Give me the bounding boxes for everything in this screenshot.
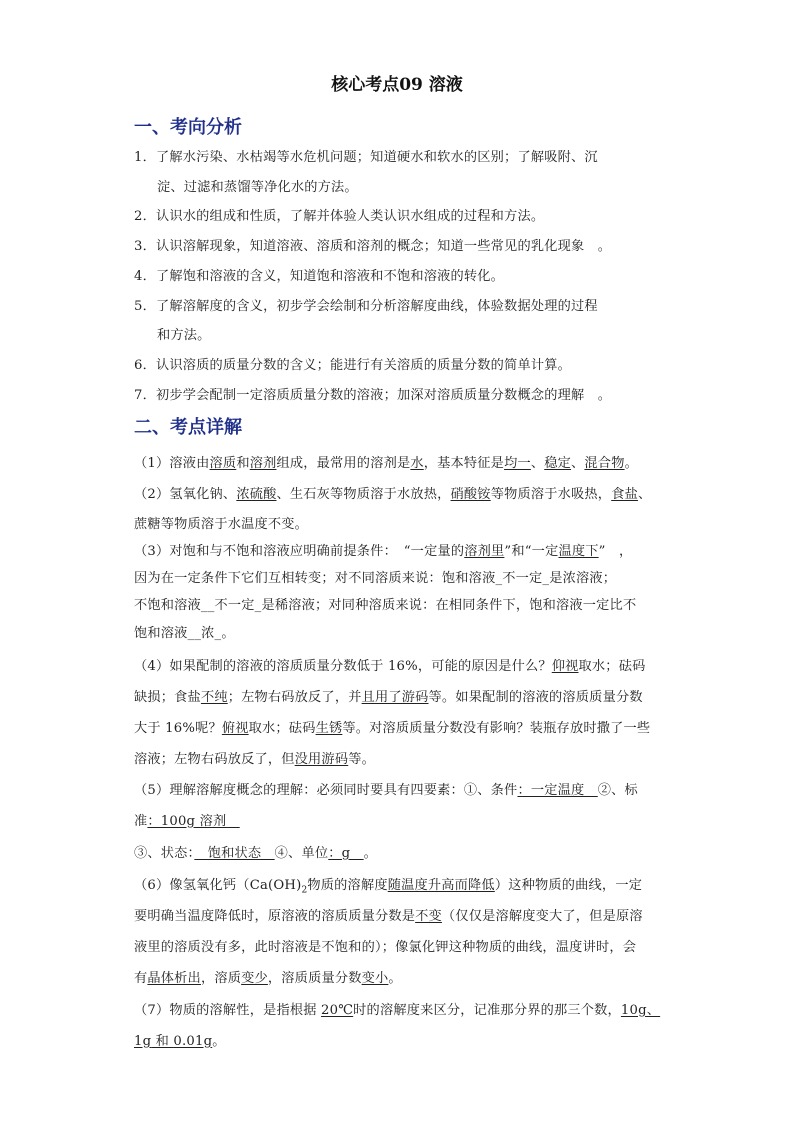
paragraph-3-continued: 不饱和溶液__不一定_是稀溶液；对同种溶质来说：在相同条件下，饱和溶液一定比不 <box>134 598 637 613</box>
paragraph-6-continued: 有晶体析出，溶质变少，溶质质量分数变小。 <box>134 971 402 986</box>
list-item: 3．认识溶解现象，知道溶液、溶质和溶剂的概念；知道一些常见的乳化现象 。 <box>134 239 612 254</box>
list-item: 7．初步学会配制一定溶质质量分数的溶液；加深对溶质质量分数概念的理解 。 <box>134 388 612 403</box>
paragraph-5-continued: 准：100g 溶剂 <box>134 814 240 829</box>
section-heading-details: 二、考点详解 <box>134 417 242 438</box>
paragraph-7-continued: 1g 和 0.01g。 <box>134 1034 226 1049</box>
paragraph-4: （4）如果配制的溶液的溶质质量分数低于 16%，可能的原因是什么？仰视取水；砝码 <box>134 659 646 674</box>
paragraph-3-continued: 饱和溶液__浓_。 <box>134 626 235 641</box>
paragraph-6-continued: 液里的溶质没有多，此时溶液是不饱和的）；像氯化钾这种物质的曲线，温度讲时，会 <box>134 940 637 955</box>
paragraph-4-continued: 缺损；食盐不纯；左物右码放反了，并且用了游码等。如果配制的溶液的溶质质量分数 <box>134 690 643 705</box>
paragraph-6: （6）像氢氧化钙（$Ca(OH)_2$物质的溶解度随温度升高而降低）这种物质的曲线，一定 <box>134 878 643 896</box>
paragraph-6-continued: 要明确当温度降低时，原溶液的溶质质量分数是不变（仅仅是溶解度变大了，但是原溶 <box>134 909 643 924</box>
paragraph-3: （3）对饱和与不饱和溶液应明确前提条件： “一定量的溶剂里”和“一定温度下” ， <box>134 544 633 559</box>
list-item-continued: 淀、过滤和蒸馏等净化水的方法。 <box>157 180 358 195</box>
paragraph-5-continued: ③、状态： 饱和状态 ④、单位：g 。 <box>134 846 378 861</box>
paragraph-2-continued: 蔗糖等物质溶于水温度不变。 <box>134 517 309 532</box>
list-item: 4．了解饱和溶液的含义，知道饱和溶液和不饱和溶液的转化。 <box>134 269 505 284</box>
paragraph-5: （5）理解溶解度概念的理解：必须同时要具有四要素：①、条件：一定温度 ②、标 <box>134 783 638 798</box>
paragraph-2: （2）氢氧化钠、浓硫酸、生石灰等物质溶于水放热，硝酸铵等物质溶于水吸热，食盐、 <box>134 487 652 502</box>
paragraph-4-continued: 大于 16%呢？俯视取水；砝码生锈等。对溶质质量分数没有影响？装瓶存放时撒了一些 <box>134 721 651 736</box>
paragraph-4-continued: 溶液；左物右码放反了，但没用游码等。 <box>134 752 375 767</box>
paragraph-7: （7）物质的溶解性，是指根据 20℃时的溶解度来区分，记准那分界的那三个数，10g、 <box>134 1003 661 1018</box>
list-item: 6．认识溶质的质量分数的含义；能进行有关溶质的质量分数的简单计算。 <box>134 358 571 373</box>
section-heading-analysis: 一、考向分析 <box>134 117 242 138</box>
paragraph-1: （1）溶液由溶质和溶剂组成，最常用的溶剂是水，基本特征是均一、稳定、混合物。 <box>134 456 638 471</box>
list-item: 5．了解溶解度的含义，初步学会绘制和分析溶解度曲线，体验数据处理的过程 <box>134 299 598 314</box>
paragraph-3-continued: 因为在一定条件下它们互相转变；对不同溶质来说：饱和溶液_不一定_是浓溶液； <box>134 571 617 586</box>
list-item: 1．了解水污染、水枯竭等水危机问题；知道硬水和软水的区别；了解吸附、沉 <box>134 150 598 165</box>
list-item-continued: 和方法。 <box>157 328 211 343</box>
list-item: 2．认识水的组成和性质，了解并体验人类认识水组成的过程和方法。 <box>134 209 545 224</box>
document-title: 核心考点09 溶液 <box>331 75 463 95</box>
